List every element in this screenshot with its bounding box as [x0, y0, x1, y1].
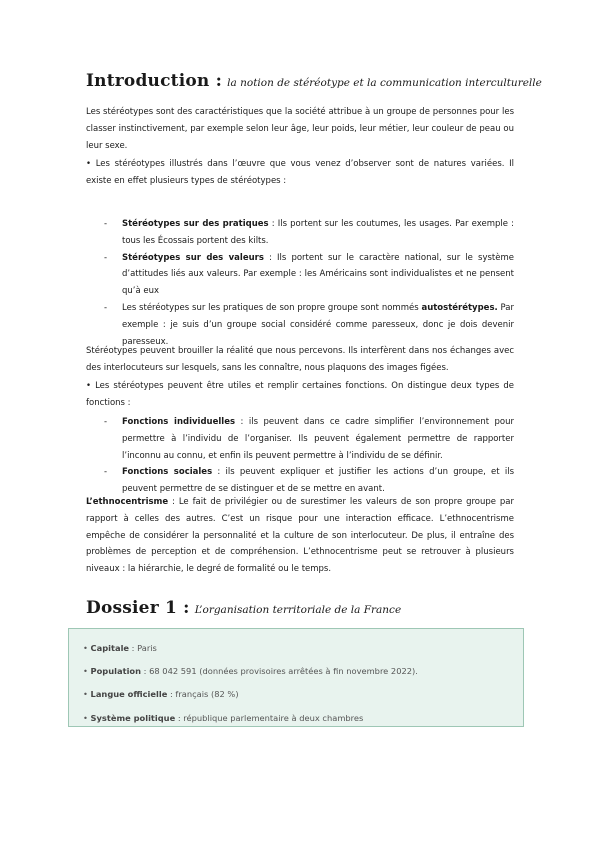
stereotype-text: Par exemple : je suis d’un groupe social considéré comme paresseux, donc je dois devenir paresseux. [122, 302, 514, 347]
ethnocentrisme-text: : Le fait de privilégier ou de surestimer les valeurs de son propre groupe par rapport à celles des autres. C’est un risque pour une interaction efficace. L’ethnocentrisme empêche de considérer la personnalité et la culture de son interlocuteur. De plus, il entraîne des problèmes de perception et de compréhension. L’ethnocentrisme peut se retrouver à plusieurs niveaux : la hiérarchie, le degré de formalité ou le temps. [86, 497, 514, 575]
list-dash: - [104, 252, 108, 263]
info-label: Langue officielle [90, 689, 168, 700]
intro-heading [86, 71, 542, 91]
types-paragraph: • Les stéréotypes illustrés dans l’œuvre que vous venez d’observer sont de natures variées. Il existe en effet plusieurs types de stéréotypes : [86, 159, 514, 186]
stereotype-text: : Ils portent sur les coutumes, les usages. Par exemple : tous les Écossais portent des kilts. [122, 219, 514, 246]
info-label: Population [90, 666, 142, 677]
stereotype-item [104, 250, 514, 300]
intro-paragraph: Les stéréotypes sont des caractéristiques que la société attribue à un groupe de personnes pour les classer instinctivement, par exemple selon leur âge, leur poids, leur métier, leur couleur de peau ou leur sexe. [86, 107, 514, 151]
info-bullet: • [83, 712, 91, 723]
stereotype-term: Stéréotypes sur des valeurs [122, 252, 264, 263]
fonction-text: : ils peuvent expliquer et justifier les actions d’un groupe, et ils peuvent permettre de se distinguer et de se mettre en avant. [122, 467, 514, 495]
info-bullet: • [83, 666, 91, 677]
stereotype-term: Stéréotypes sur des pratiques [122, 219, 269, 229]
info-value: : français (82 %) [167, 689, 239, 700]
info-value: : république parlementaire à deux chambres [175, 712, 364, 723]
intro-heading-subtitle: la notion de stéréotype et la communication interculturelle [227, 77, 542, 89]
stereotype-item [104, 216, 514, 250]
dossier-heading [86, 598, 401, 618]
stereotype-term: autostérétypes. [421, 302, 498, 313]
list-dash: - [104, 467, 108, 478]
fonction-item [104, 414, 514, 464]
fonction-term: Fonctions individuelles [122, 417, 236, 427]
brouiller-paragraph: Stéréotypes peuvent brouiller la réalité que nous percevons. Ils interfèrent dans nos échanges avec des interlocuteurs sur lesquels, sans les connaître, nous plaquons des images figées. [86, 346, 514, 373]
fonction-text: : ils peuvent dans ce cadre simplifier l’environnement pour permettre à l’individu de l’organiser. Ils peuvent également permettre de rapporter l’inconnu au connu, et enfin ils peuvent permettre à l’individu de se définir. [122, 417, 514, 461]
list-dash: - [104, 417, 108, 427]
stereotype-list [104, 216, 514, 350]
dossier-heading-title: Dossier 1 : [86, 598, 190, 618]
info-value: : Paris [129, 643, 157, 653]
info-list [69, 629, 523, 730]
stereotype-text: : Ils portent sur le caractère national, sur le système d’attitudes liés aux valeurs. Par exemple : les Américains sont individualistes et ne pensent qu’à eux [122, 252, 514, 297]
ethnocentrisme-paragraph [86, 494, 514, 578]
info-label: Système politique [90, 712, 176, 723]
fonction-item [104, 464, 514, 498]
info-item-systeme [83, 707, 523, 730]
info-item-langue [83, 683, 523, 706]
list-dash: - [104, 219, 108, 229]
info-bullet: • [83, 689, 91, 700]
stereotype-prefix: Les stéréotypes sur les pratiques de son propre groupe sont nommés [122, 302, 422, 313]
list-dash: - [104, 302, 108, 313]
fonctions-paragraph: • Les stéréotypes peuvent être utiles et remplir certaines fonctions. On distingue deux types de fonctions : [86, 381, 514, 408]
fonction-term: Fonctions sociales [122, 467, 213, 478]
fonctions-list [104, 414, 514, 498]
france-info-box [68, 628, 524, 727]
info-value: : 68 042 591 (données provisoires arrêtées à fin novembre 2022). [141, 666, 418, 677]
info-item-capitale [83, 637, 523, 660]
ethnocentrisme-term: L’ethnocentrisme [86, 497, 169, 507]
dossier-heading-subtitle: L’organisation territoriale de la France [194, 604, 402, 616]
info-label: Capitale [90, 643, 130, 653]
info-item-population [83, 660, 523, 683]
info-bullet: • [83, 643, 91, 653]
intro-heading-title: Introduction : [86, 71, 223, 91]
